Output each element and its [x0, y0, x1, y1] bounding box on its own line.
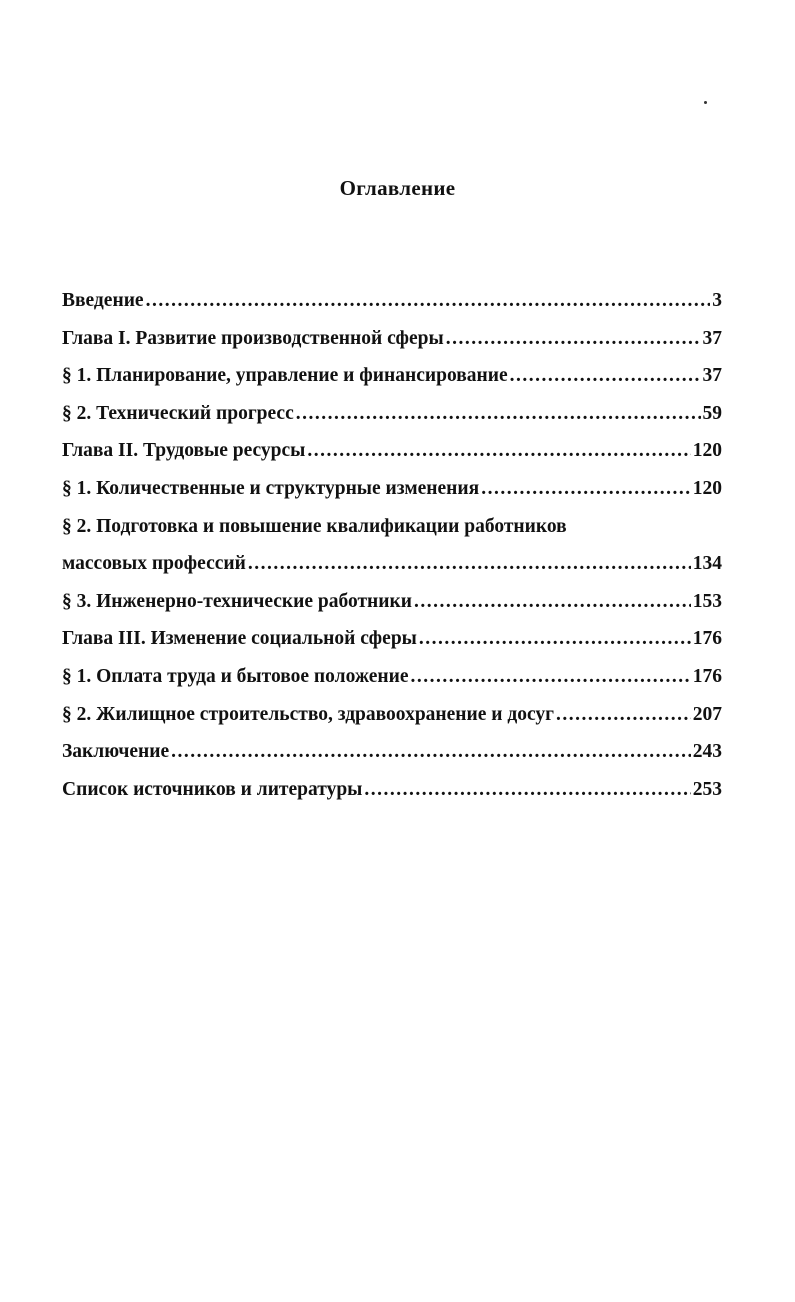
- dot-leader: [510, 365, 701, 387]
- toc-entry-sources[interactable]: [62, 779, 722, 817]
- toc-entry-ch2-section-2[interactable]: [62, 516, 722, 554]
- toc-entry-page: 120: [692, 440, 722, 462]
- toc-entry-page: 176: [692, 628, 722, 650]
- toc-entry-label: § 1. Количественные и структурные изменения: [62, 477, 480, 499]
- table-of-contents: [62, 290, 722, 816]
- dot-leader: [146, 290, 711, 312]
- toc-entry-label: § 1. Планирование, управление и финансирование: [62, 365, 508, 387]
- toc-entry-ch2-section-3[interactable]: [62, 591, 722, 629]
- dot-leader: [171, 741, 691, 763]
- dot-leader: [414, 591, 691, 613]
- dot-leader: [296, 403, 701, 425]
- dot-leader: [481, 478, 691, 500]
- toc-entry-ch3-section-2[interactable]: [62, 704, 722, 742]
- toc-entry-page: 134: [692, 553, 722, 575]
- dot-leader: [419, 628, 691, 650]
- toc-entry-page: 176: [692, 665, 722, 687]
- toc-entry-introduction[interactable]: [62, 290, 722, 328]
- dot-leader: [307, 440, 690, 462]
- toc-entry-conclusion[interactable]: [62, 741, 722, 779]
- toc-entry-label: Глава II. Трудовые ресурсы: [62, 440, 306, 462]
- toc-entry-page: 59: [702, 402, 722, 424]
- toc-entry-label: § 3. Инженерно-технические работники: [62, 590, 412, 612]
- toc-entry-page: 120: [692, 477, 722, 499]
- toc-entry-label: Список источников и литературы: [62, 778, 363, 800]
- toc-entry-label: Введение: [62, 290, 144, 311]
- toc-entry-ch1-section-1[interactable]: [62, 365, 722, 403]
- toc-entry-label: Глава III. Изменение социальной сферы: [62, 628, 417, 650]
- dot-leader: [248, 553, 691, 575]
- toc-entry-page: 3: [712, 290, 722, 311]
- toc-entry-ch1-section-2[interactable]: [62, 403, 722, 441]
- toc-entry-ch2-section-2-continued[interactable]: [62, 553, 722, 591]
- scan-speck: [704, 101, 707, 104]
- dot-leader: [364, 779, 690, 801]
- toc-entry-label: массовых профессий: [62, 553, 246, 575]
- dot-leader: [411, 666, 691, 688]
- toc-title: Оглавление: [339, 176, 456, 200]
- toc-entry-page: 243: [692, 741, 722, 763]
- toc-entry-label: Заключение: [62, 741, 170, 763]
- toc-entry-page: 37: [702, 327, 722, 349]
- toc-entry-label: § 2. Подготовка и повышение квалификации работников: [62, 515, 567, 537]
- toc-entry-label: § 1. Оплата труда и бытовое положение: [62, 665, 409, 687]
- toc-entry-ch2-section-1[interactable]: [62, 478, 722, 516]
- toc-entry-label: Глава I. Развитие производственной сферы: [62, 327, 444, 349]
- toc-entry-page: 253: [692, 778, 722, 800]
- toc-entry-page: 207: [692, 703, 722, 725]
- toc-entry-label: § 2. Технический прогресс: [62, 402, 294, 424]
- toc-entry-chapter-1[interactable]: [62, 328, 722, 366]
- dot-leader: [446, 328, 701, 350]
- dot-leader: [556, 704, 691, 726]
- toc-entry-chapter-2[interactable]: [62, 440, 722, 478]
- toc-entry-page: 37: [702, 365, 722, 387]
- toc-entry-label: § 2. Жилищное строительство, здравоохранение и досуг: [62, 703, 555, 725]
- toc-entry-page: 153: [692, 590, 722, 612]
- toc-entry-ch3-section-1[interactable]: [62, 666, 722, 704]
- toc-entry-chapter-3[interactable]: [62, 628, 722, 666]
